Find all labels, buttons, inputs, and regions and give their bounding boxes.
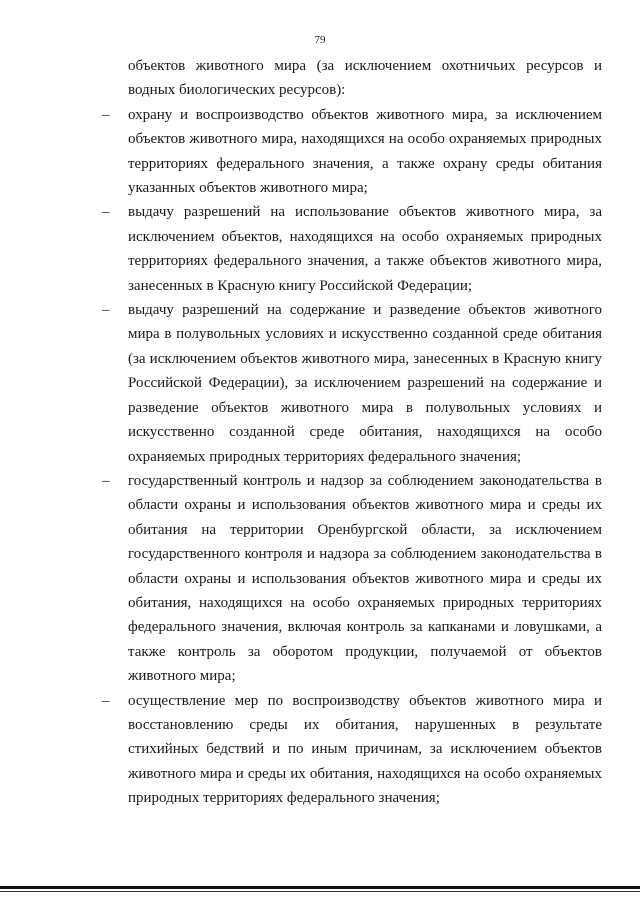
document-body <box>102 54 602 811</box>
list-item-text: осуществление мер по воспроизводству объектов животного мира и восстановлению среды их обитания, нарушенных в результате стихийных бедствий и по иным причинам, за исключением объектов животного мира и среды их обитания, находящихся на особо охраняемых природных территориях федерального значения; <box>128 692 602 807</box>
list-item <box>102 469 602 689</box>
list-item <box>102 298 602 469</box>
list-item <box>102 103 602 201</box>
list-item <box>102 689 602 811</box>
dash-marker: – <box>102 692 110 709</box>
page-number: 79 <box>314 34 326 46</box>
powers-list <box>102 103 602 811</box>
footer-rule-thin <box>0 891 640 892</box>
dash-marker: – <box>102 302 110 319</box>
list-item-text: выдачу разрешений на использование объектов животного мира, за исключением объектов, находящихся на особо охраняемых природных территориях федерального значения, а также объектов животного мира, занесенных в Красную книгу Российской Федерации; <box>128 204 602 294</box>
list-item <box>102 200 602 298</box>
list-item-text: охрану и воспроизводство объектов животного мира, за исключением объектов животного мира, находящихся на особо охраняемых природных территориях федерального значения, а также охрану среды обитания указанных объектов животного мира; <box>128 106 602 197</box>
dash-marker: – <box>102 106 110 123</box>
list-item-text: выдачу разрешений на содержание и разведение объектов животного мира в полувольных условиях и искусственно созданной среде обитания (за исключением объектов животного мира, занесенных в Красную книгу Российской Федерации), за исключением разрешений на содержание и разведение объектов животного мира в полувольных условиях и искусственно созданной среде обитания, находящихся на особо охраняемых природных территориях федерального значения; <box>128 302 602 465</box>
list-item-text: государственный контроль и надзор за соблюдением законодательства в области охраны и использования объектов животного мира и среды их обитания на территории Оренбургской области, за исключением государственного контроля и надзора за соблюдением законодательства в области охраны и использования объектов животного мира и среды их обитания, находящихся на особо охраняемых природных территориях федерального значения, включая контроль за капканами и ловушками, а также контроль за оборотом продукции, получаемой от объектов животного мира; <box>128 472 602 685</box>
dash-marker: – <box>102 204 110 221</box>
intro-paragraph: объектов животного мира (за исключением охотничьих ресурсов и водных биологических ресурсов): <box>128 58 602 99</box>
footer-rule-thick <box>0 886 640 889</box>
dash-marker: – <box>102 472 110 489</box>
